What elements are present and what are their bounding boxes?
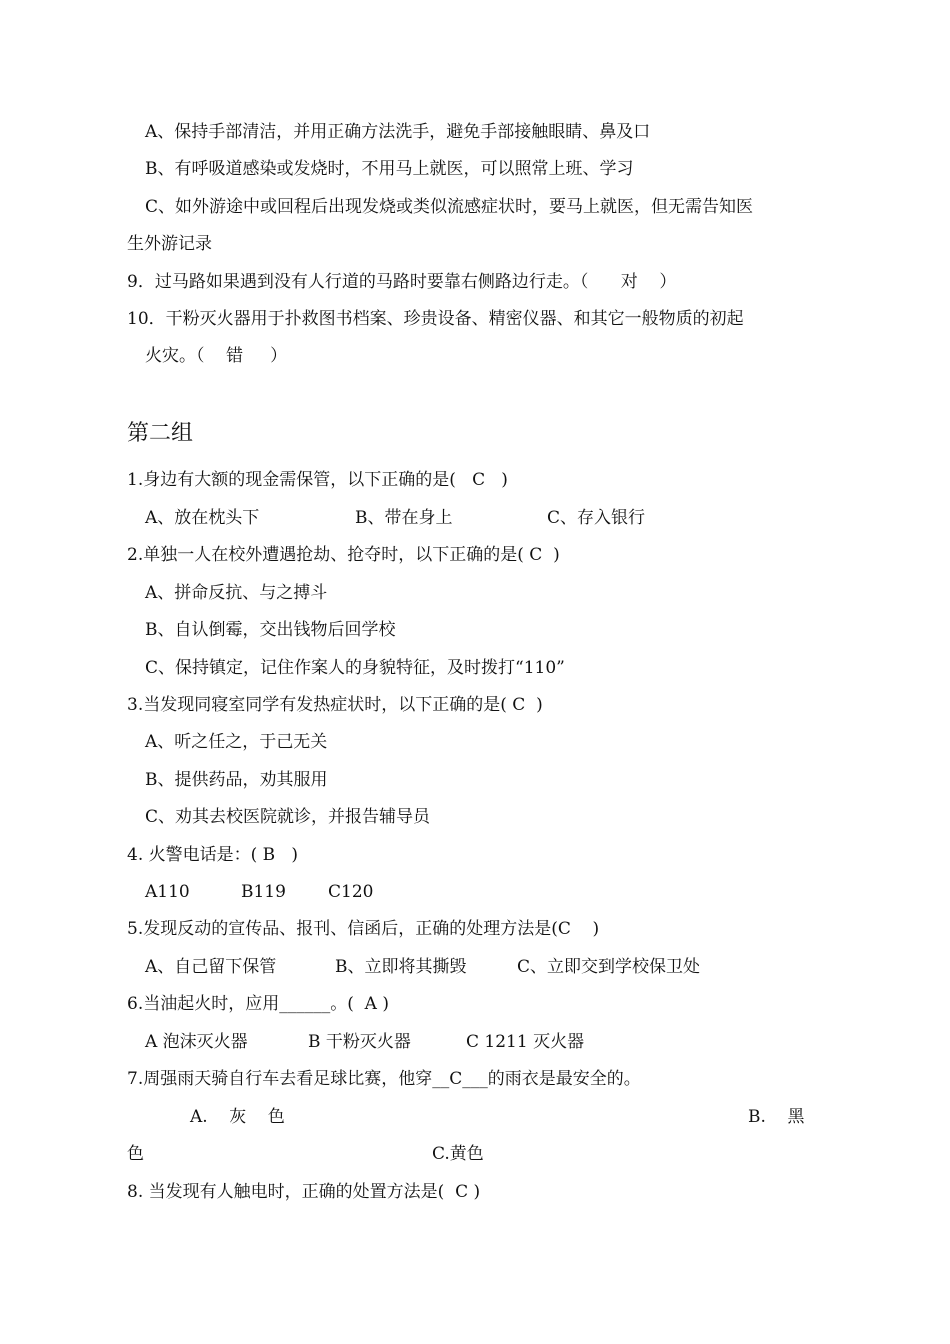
q5-option-b: B、立即将其撕毁	[335, 957, 467, 977]
q3-option-b: B、提供药品，劝其服用	[145, 770, 328, 790]
q5-option-c: C、立即交到学校保卫处	[517, 957, 701, 977]
question-5: 5.发现反动的宣传品、报刊、信函后，正确的处理方法是(C )	[127, 919, 600, 939]
question-2: 2.单独一人在校外遭遇抢劫、抢夺时，以下正确的是( C )	[127, 545, 560, 565]
q5-option-a: A、自己留下保管	[145, 957, 277, 977]
q2-option-a: A、拼命反抗、与之搏斗	[145, 583, 328, 603]
q4-option-b: B119	[241, 882, 286, 902]
q7-option-a: A. 灰 色	[190, 1107, 285, 1127]
q6-option-b: B 干粉灭火器	[308, 1032, 411, 1052]
q1-option-a: A、放在枕头下	[145, 508, 260, 528]
q6-option-a: A 泡沫灭火器	[145, 1032, 248, 1052]
question-10-line1: 10．干粉灭火器用于扑救图书档案、珍贵设备、精密仪器、和其它一般物质的初起	[127, 309, 744, 329]
group-heading: 第二组	[127, 421, 194, 446]
q8-option-c-line2: 生外游记录	[127, 234, 212, 254]
question-7: 7.周强雨天骑自行车去看足球比赛，他穿__C___的雨衣是最安全的。	[127, 1069, 641, 1089]
question-8: 8. 当发现有人触电时，正确的处置方法是( C )	[127, 1182, 481, 1202]
q7-option-b-part2: 色	[127, 1144, 144, 1164]
q1-option-c: C、存入银行	[547, 508, 646, 528]
q3-option-a: A、听之任之，于己无关	[145, 732, 328, 752]
q7-option-c: C.黄色	[432, 1144, 484, 1164]
q4-option-a: A110	[145, 882, 190, 902]
question-3: 3.当发现同寝室同学有发热症状时，以下正确的是( C )	[127, 695, 543, 715]
question-4: 4. 火警电话是：( B )	[127, 845, 298, 865]
question-10-line2: 火灾。（ 错 ）	[145, 346, 288, 366]
q3-option-c: C、劝其去校医院就诊，并报告辅导员	[145, 807, 431, 827]
question-6: 6.当油起火时，应用______。( A )	[127, 994, 389, 1014]
q4-option-c: C120	[328, 882, 374, 902]
q8-option-b: B、有呼吸道感染或发烧时，不用马上就医，可以照常上班、学习	[145, 159, 634, 179]
q8-option-a: A、保持手部清洁，并用正确方法洗手，避免手部接触眼睛、鼻及口	[145, 122, 651, 142]
q2-option-c: C、保持镇定，记住作案人的身貌特征，及时拨打“110”	[145, 658, 565, 678]
question-1: 1.身边有大额的现金需保管，以下正确的是( C )	[127, 470, 508, 490]
question-9: 9．过马路如果遇到没有人行道的马路时要靠右侧路边行走。（ 对 ）	[127, 272, 677, 292]
q8-option-c-line1: C、如外游途中或回程后出现发烧或类似流感症状时，要马上就医，但无需告知医	[145, 197, 754, 217]
q2-option-b: B、自认倒霉，交出钱物后回学校	[145, 620, 396, 640]
q7-option-b-part1: B. 黑	[748, 1107, 805, 1127]
q1-option-b: B、带在身上	[355, 508, 453, 528]
q6-option-c: C 1211 灭火器	[466, 1032, 585, 1052]
